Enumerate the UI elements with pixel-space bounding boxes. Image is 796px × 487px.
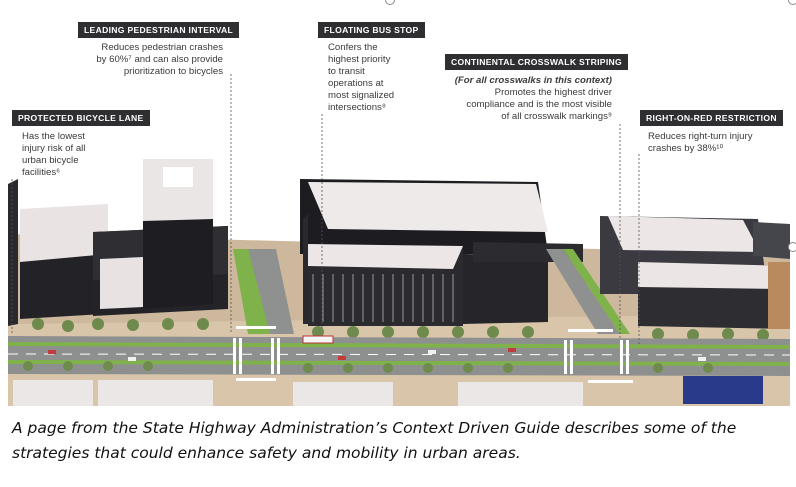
solar-canopy <box>683 376 763 404</box>
handle-right-icon <box>788 242 796 252</box>
callout-text-right-on-red: Reduces right-turn injury crashes by 38%¹⁰ <box>648 131 753 154</box>
caption-line-2: strategies that could enhance safety and mobility in urban areas. <box>12 444 521 462</box>
callout-title-right-on-red: RIGHT-ON-RED RESTRICTION <box>640 110 783 126</box>
callout-title-floating-bus-stop: FLOATING BUS STOP <box>318 22 425 38</box>
callout-title-protected-bicycle-lane: PROTECTED BICYCLE LANE <box>12 110 150 126</box>
callout-title-leading-pedestrian-interval: LEADING PEDESTRIAN INTERVAL <box>78 22 239 38</box>
callout-text-protected-bicycle-lane: Has the lowest injury risk of all urban bicycle facilities⁶ <box>22 131 86 178</box>
callout-text-leading-pedestrian-interval: Reduces pedestrian crashes by 60%⁷ and can also provide prioritization to bicycles <box>96 42 223 77</box>
callout-title-continental-crosswalk: CONTINENTAL CROSSWALK STRIPING <box>445 54 628 70</box>
figure-caption <box>12 416 782 466</box>
caption-line-1: A page from the State Highway Administration’s Context Driven Guide describes some of the <box>12 419 737 437</box>
callout-text-floating-bus-stop: Confers the highest priority to transit operations at most signalized intersections⁸ <box>328 42 395 113</box>
callout-text-continental-crosswalk: (For all crosswalks in this context) Promotes the highest driver compliance and is the most visible of all crosswalk markings⁹ <box>454 75 612 122</box>
bus <box>303 336 333 343</box>
main-road <box>8 336 790 376</box>
building-center-block <box>300 179 583 326</box>
